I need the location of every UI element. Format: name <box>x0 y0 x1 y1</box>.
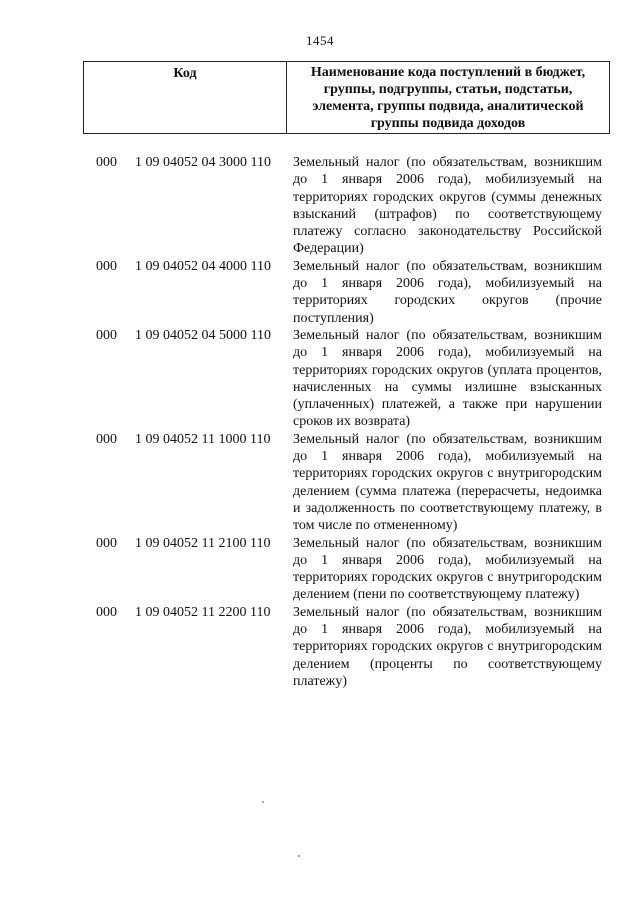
table-header <box>83 61 610 134</box>
income-code: 1 09 04052 11 2100 110 <box>135 535 271 551</box>
income-description: Земельный налог (по обязательствам, возникшим до 1 января 2006 года), мобилизуемый на территориях городских округов (прочие поступления) <box>293 258 602 326</box>
table-row <box>0 431 640 535</box>
table-row <box>0 154 640 258</box>
table-row <box>0 327 640 431</box>
page-number: 1454 <box>306 33 334 48</box>
admin-code: 000 <box>96 535 117 551</box>
income-description: Земельный налог (по обязательствам, возникшим до 1 января 2006 года), мобилизуемый на территориях городских округов (уплата процентов, начисленных на суммы излишне взысканных (уплаченных) платежей, а также при нарушении сроков их возврата) <box>293 327 602 430</box>
admin-code: 000 <box>96 604 117 620</box>
income-code: 1 09 04052 11 1000 110 <box>135 431 271 447</box>
income-code: 1 09 04052 11 2200 110 <box>135 604 271 620</box>
income-code: 1 09 04052 04 5000 110 <box>135 327 271 343</box>
table-row <box>0 604 640 690</box>
header-name-column: Наименование кода поступлений в бюджет, группы, подгруппы, статьи, подстатьи, элемента, группы подвида, аналитической группы подвида доходов <box>310 65 586 131</box>
income-description: Земельный налог (по обязательствам, возникшим до 1 января 2006 года), мобилизуемый на территориях городских округов с внутригородским делением (сумма платежа (перерасчеты, недоимка и задолженность по соответствующему платежу, в том числе по отмененному) <box>293 431 602 534</box>
income-codes-list <box>0 154 640 690</box>
admin-code: 000 <box>96 258 117 274</box>
income-description: Земельный налог (по обязательствам, возникшим до 1 января 2006 года), мобилизуемый на территориях городских округов с внутригородским делением (проценты по соответствующему платежу) <box>293 604 602 689</box>
scan-artifact <box>262 801 264 803</box>
income-description: Земельный налог (по обязательствам, возникшим до 1 января 2006 года), мобилизуемый на территориях городских округов с внутригородским делением (пени по соответствующему платежу) <box>293 535 602 603</box>
table-row <box>0 258 640 327</box>
header-code-column: Код <box>84 62 287 133</box>
table-row <box>0 535 640 604</box>
admin-code: 000 <box>96 155 117 170</box>
income-description: Земельный налог (по обязательствам, возникшим до 1 января 2006 года), мобилизуемый на территориях городских округов (суммы денежных взысканий (штрафов) по соответствующему платежу согласно законодательству Российской Федерации) <box>293 155 602 257</box>
income-code: 1 09 04052 04 4000 110 <box>135 258 271 274</box>
admin-code: 000 <box>96 327 117 343</box>
scan-artifact <box>298 855 300 857</box>
admin-code: 000 <box>96 431 117 447</box>
income-code: 1 09 04052 04 3000 110 <box>135 155 271 170</box>
